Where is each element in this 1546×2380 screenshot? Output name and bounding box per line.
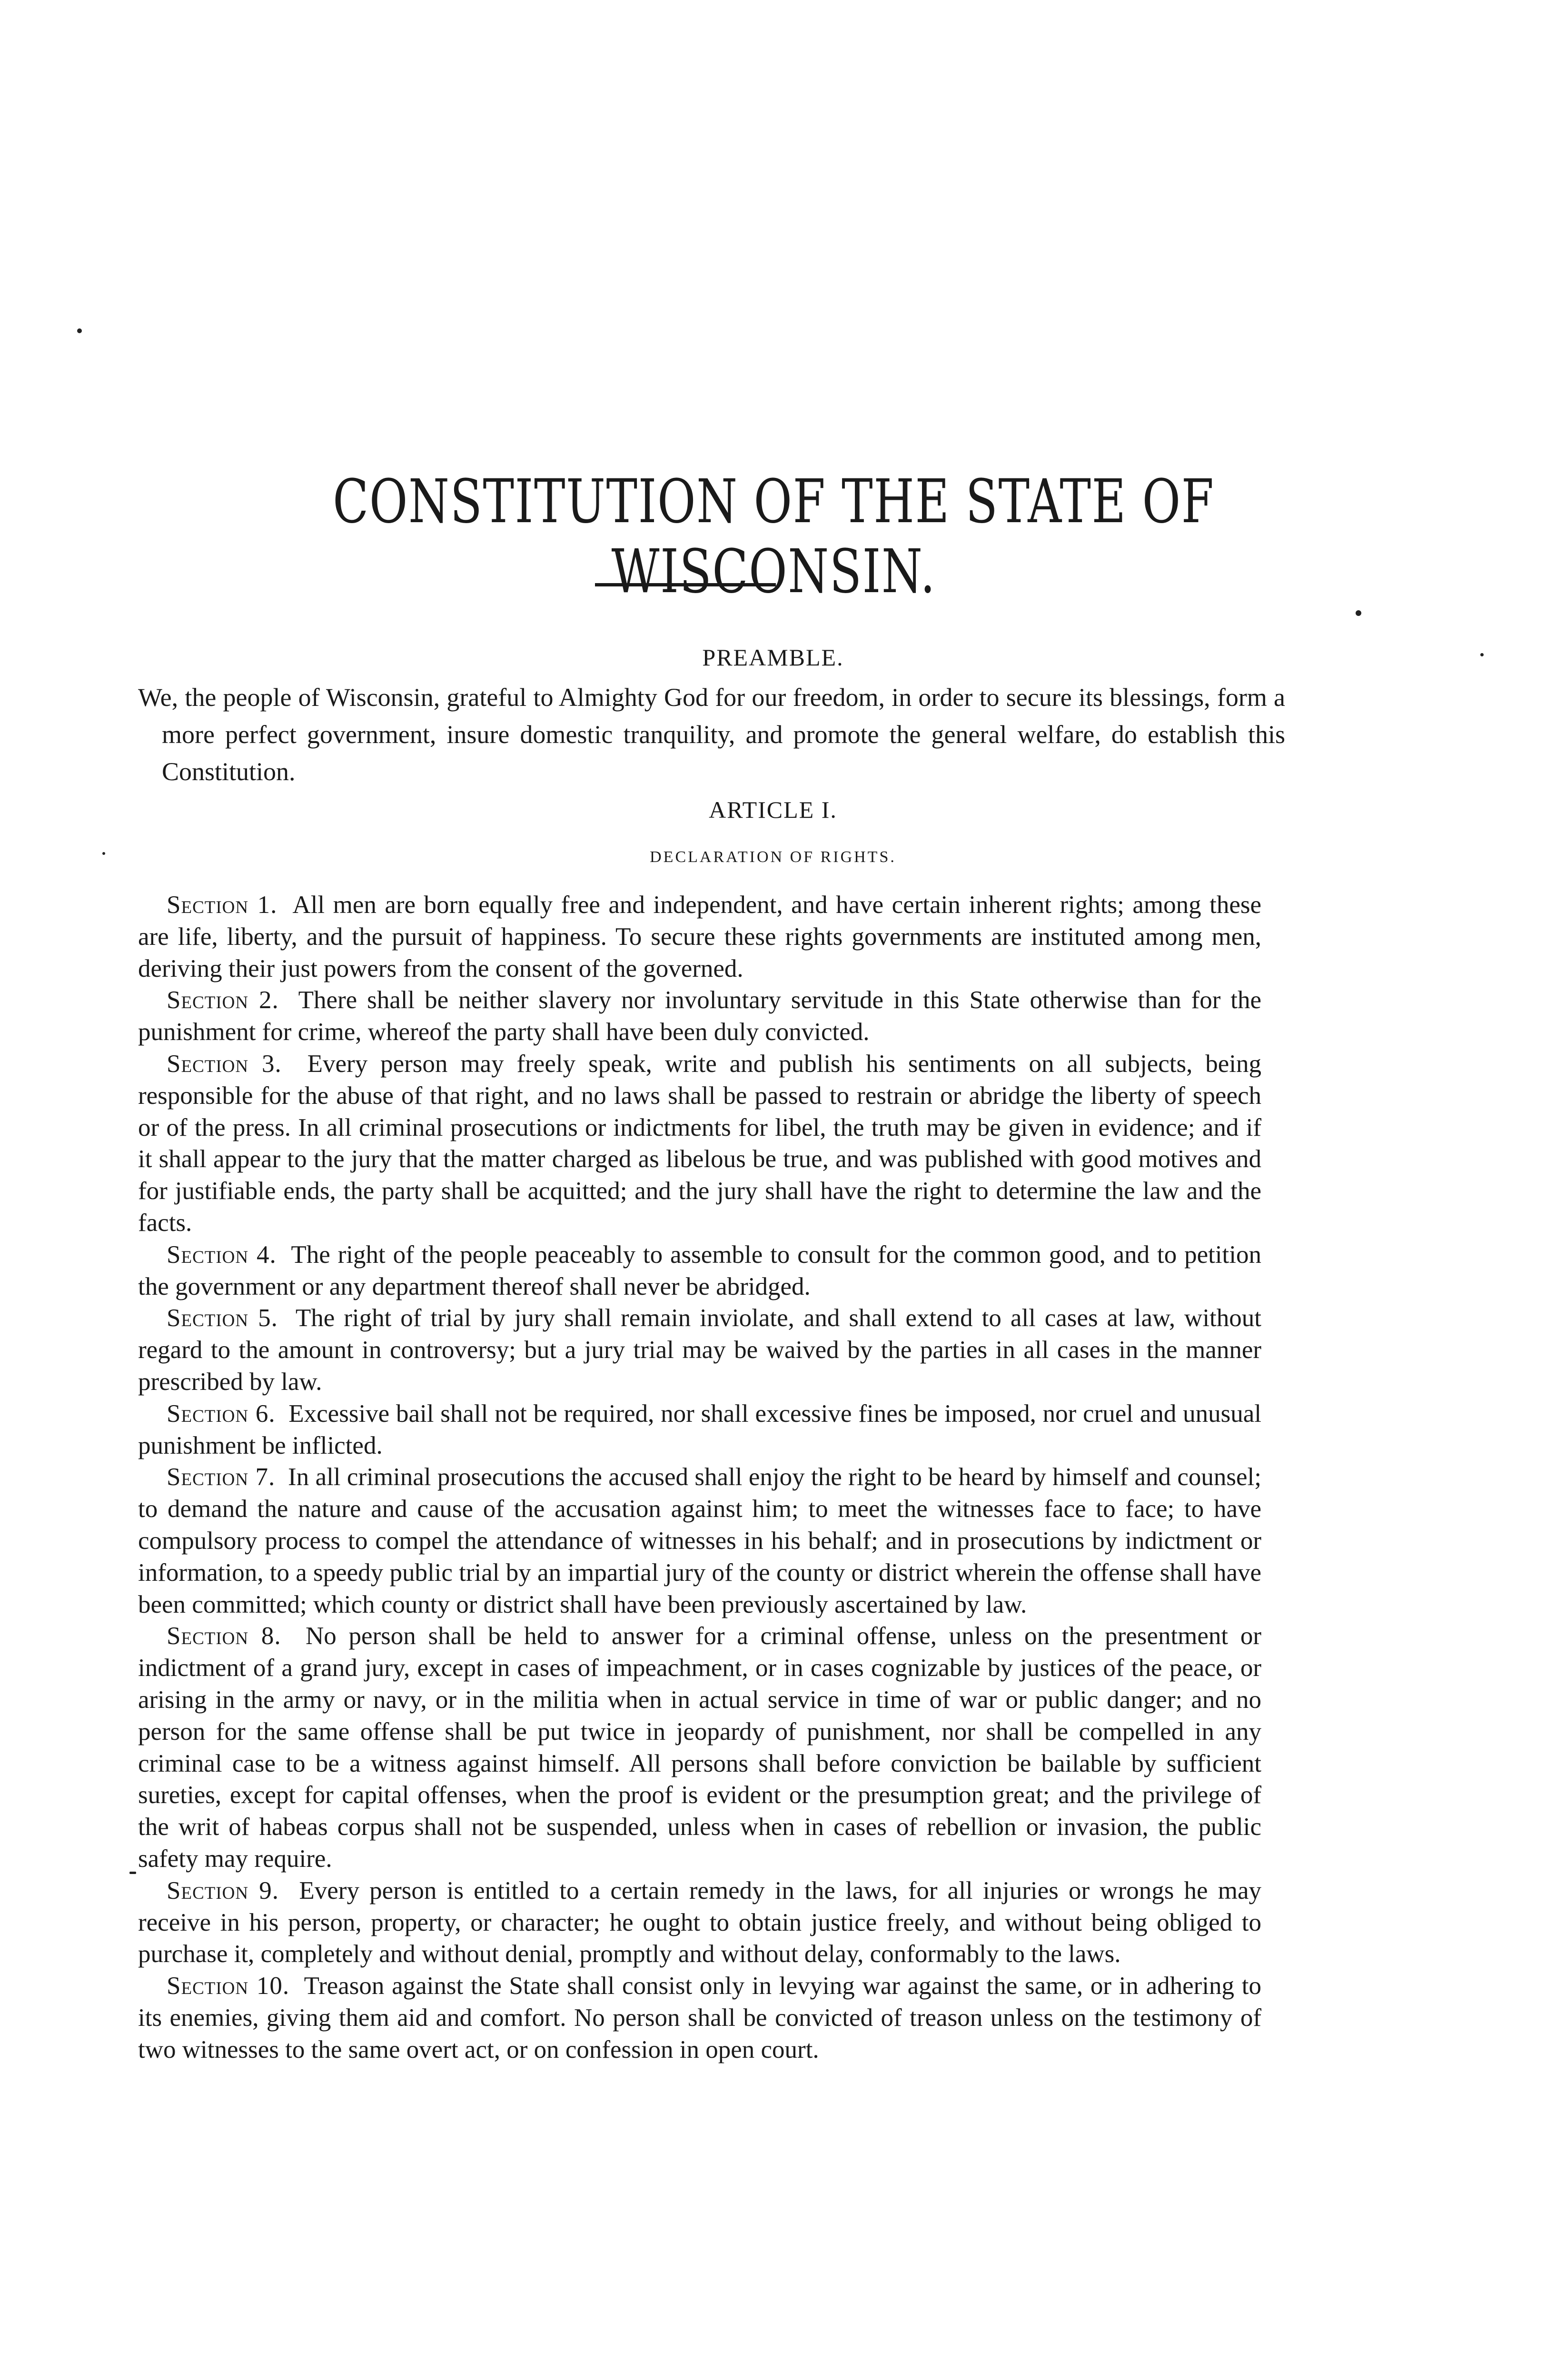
section-8 xyxy=(138,1620,1261,1874)
section-2 xyxy=(138,984,1261,1048)
scan-speck xyxy=(129,1872,136,1874)
section-1 xyxy=(138,889,1261,984)
preamble-text: We, the people of Wisconsin, grateful to Almighty God for our freedom, in order to secure its blessings, form a more perfect government, insure domestic tranquility, and promote the general welfare, do establish this Constitution. xyxy=(138,683,1285,786)
article-subheading: DECLARATION OF RIGHTS. xyxy=(650,848,896,866)
title-rule xyxy=(595,583,776,586)
section-3 xyxy=(138,1048,1261,1239)
document-title: CONSTITUTION OF THE STATE OF WISCONSIN. xyxy=(333,466,1215,606)
section-label: Section 10. xyxy=(167,1972,290,2000)
section-text: Every person is entitled to a certain remedy in the laws, for all injuries or wrongs he may receive in his person, property, or character; he ought to obtain justice freely, and without being obliged to purchase it, completely and without denial, promptly and without delay, conformably to the laws. xyxy=(138,1876,1261,1968)
section-text: The right of the people peaceably to assemble to consult for the common good, and to petition the government or any department thereof shall never be abridged. xyxy=(138,1240,1261,1300)
section-4 xyxy=(138,1239,1261,1303)
sections-list xyxy=(138,889,1261,2065)
section-10 xyxy=(138,1970,1261,2065)
scan-speck xyxy=(77,328,82,333)
section-text: Excessive bail shall not be required, nor shall excessive fines be imposed, nor cruel and unusual punishment be inflicted. xyxy=(138,1399,1262,1459)
preamble-heading: PREAMBLE. xyxy=(702,644,844,671)
section-label: Section 1. xyxy=(167,891,277,919)
section-6 xyxy=(138,1398,1261,1462)
section-text: Every person may freely speak, write and publish his sentiments on all subjects, being responsible for the abuse of that right, and no laws shall be passed to restrain or abridge the liberty of speech or of the press. In all criminal prosecutions or indictments for libel, the truth may be given in evidence; and if it shall appear to the jury that the matter charged as libelous be true, and was published with good motives and for justifiable ends, the party shall be acquitted; and the jury shall have the right to determine the law and the facts. xyxy=(138,1050,1261,1237)
section-label: Section 4. xyxy=(167,1240,277,1269)
section-label: Section 7. xyxy=(167,1463,276,1491)
section-text: There shall be neither slavery nor involuntary servitude in this State otherwise than for the punishment for crime, whereof the party shall have been duly convicted. xyxy=(138,986,1262,1046)
section-text: All men are born equally free and independent, and have certain inherent rights; among these are life, liberty, and the pursuit of happiness. To secure these rights governments are instituted among men, deriving their just powers from the consent of the governed. xyxy=(138,891,1262,982)
section-text: No person shall be held to answer for a criminal offense, unless on the presentment or indictment of a grand jury, except in cases of impeachment, or in cases cognizable by justices of the peace, or arising in the army or navy, or in the militia when in actual service in time of war or public danger; and no person for the same offense shall be put twice in jeopardy of punishment, nor shall be compelled in any criminal case to be a witness against himself. All persons shall before conviction be bailable by sufficient sureties, except for capital offenses, when the proof is evident or the presumption great; and the privilege of the writ of habeas corpus shall not be suspended, unless when in cases of rebellion or invasion, the public safety may require. xyxy=(138,1622,1261,1873)
scan-speck xyxy=(1356,610,1361,616)
section-label: Section 2. xyxy=(167,986,279,1014)
section-text: Treason against the State shall consist only in levying war against the same, or in adhering to its enemies, giving them aid and comfort. No person shall be convicted of treason unless on the testimony of two witnesses to the same overt act, or on confession in open court. xyxy=(138,1972,1261,2063)
scan-speck xyxy=(1480,653,1484,656)
article-heading: ARTICLE I. xyxy=(709,796,837,823)
section-5 xyxy=(138,1302,1261,1398)
section-label: Section 5. xyxy=(167,1304,278,1332)
section-label: Section 6. xyxy=(167,1399,276,1428)
section-7 xyxy=(138,1461,1261,1620)
section-label: Section 9. xyxy=(167,1876,279,1904)
section-9 xyxy=(138,1875,1261,1970)
section-label: Section 8. xyxy=(167,1622,281,1650)
section-text: In all criminal prosecutions the accused shall enjoy the right to be heard by himself and counsel; to demand the nature and cause of the accusation against him; to meet the witnesses face to face; to have compulsory process to compel the attendance of witnesses in his behalf; and in prosecutions by indictment or information, to a speedy public trial by an impartial jury of the county or district wherein the offense shall have been committed; which county or district shall have been previously ascertained by law. xyxy=(138,1463,1262,1618)
section-label: Section 3. xyxy=(167,1050,282,1078)
section-text: The right of trial by jury shall remain inviolate, and shall extend to all cases at law, without regard to the amount in controversy; but a jury trial may be waived by the parties in all cases in the manner prescribed by law. xyxy=(138,1304,1262,1396)
scan-speck xyxy=(102,852,105,855)
